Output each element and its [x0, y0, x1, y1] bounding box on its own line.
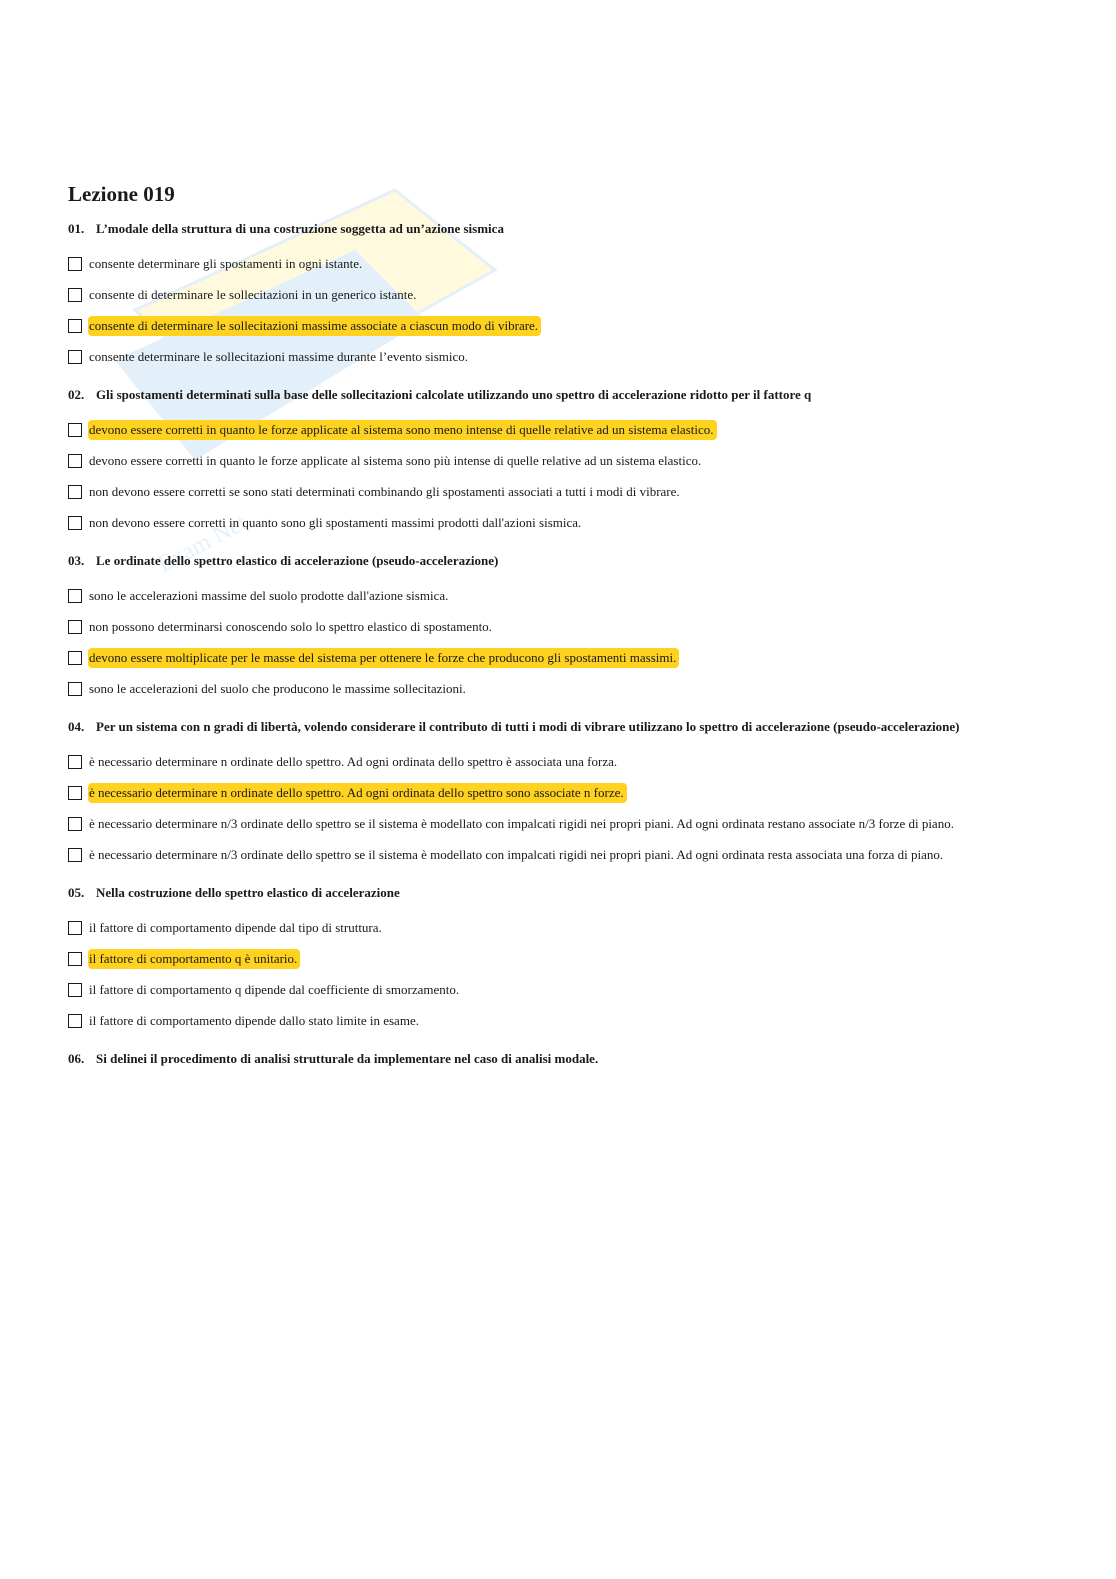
- highlighted-answer-text: il fattore di comportamento q è unitario.: [88, 949, 300, 969]
- answer-checkbox[interactable]: [68, 257, 82, 271]
- document-content: [68, 180, 1058, 1078]
- answer-checkbox[interactable]: [68, 848, 82, 862]
- answer-option[interactable]: [68, 445, 1058, 476]
- answer-text: consente determinare gli spostamenti in ogni istante.: [89, 255, 363, 271]
- answer-checkbox[interactable]: [68, 350, 82, 364]
- answer-text: è necessario determinare n/3 ordinate dello spettro se il sistema è modellato con impalcati rigidi nei propri piani. Ad ogni ordinata restano associate n/3 forze di piano.: [89, 815, 954, 831]
- answer-checkbox[interactable]: [68, 952, 82, 966]
- question-text: Per un sistema con n gradi di libertà, volendo considerare il contributo di tutti i modi di vibrare utilizzano lo spettro di accelerazione (pseudo-accelerazione): [96, 719, 960, 734]
- answer-option[interactable]: [68, 507, 1058, 538]
- question-title: [68, 1050, 1058, 1068]
- answer-checkbox[interactable]: [68, 516, 82, 530]
- question-spacer: [68, 704, 1058, 718]
- answer-text: non devono essere corretti in quanto sono gli spostamenti massimi prodotti dall'azioni sismica.: [89, 514, 582, 530]
- answer-option[interactable]: [68, 943, 1058, 974]
- answer-checkbox[interactable]: [68, 1014, 82, 1028]
- answer-option[interactable]: [68, 341, 1058, 372]
- question-text: L’modale della struttura di una costruzione soggetta ad un’azione sismica: [96, 221, 504, 236]
- answer-option[interactable]: [68, 912, 1058, 943]
- answer-option[interactable]: [68, 642, 1058, 673]
- answer-checkbox[interactable]: [68, 454, 82, 468]
- question-text: Le ordinate dello spettro elastico di accelerazione (pseudo-accelerazione): [96, 553, 499, 568]
- question-number: 04.: [68, 719, 85, 734]
- question-number: 02.: [68, 387, 85, 402]
- question-spacer: [68, 538, 1058, 552]
- question-spacer: [68, 870, 1058, 884]
- answer-checkbox[interactable]: [68, 921, 82, 935]
- answer-option[interactable]: [68, 673, 1058, 704]
- answer-option[interactable]: [68, 476, 1058, 507]
- question-title: [68, 884, 1058, 902]
- question-number: 03.: [68, 553, 85, 568]
- question-title: [68, 386, 1058, 404]
- answer-text: non devono essere corretti se sono stati determinati combinando gli spostamenti associati a tutti i modi di vibrare.: [89, 483, 680, 499]
- answer-checkbox[interactable]: [68, 755, 82, 769]
- question-2: [68, 386, 1058, 552]
- answer-text: il fattore di comportamento dipende dal tipo di struttura.: [89, 919, 382, 935]
- answer-text: il fattore di comportamento q dipende dal coefficiente di smorzamento.: [89, 981, 460, 997]
- highlighted-answer-text: è necessario determinare n ordinate dello spettro. Ad ogni ordinata dello spettro sono associate n forze.: [88, 783, 627, 803]
- question-text: Si delinei il procedimento di analisi strutturale da implementare nel caso di analisi modale.: [96, 1051, 599, 1066]
- question-number: 06.: [68, 1051, 85, 1066]
- answer-text: consente di determinare le sollecitazioni in un generico istante.: [89, 286, 417, 302]
- answer-checkbox[interactable]: [68, 817, 82, 831]
- highlighted-answer-text: devono essere corretti in quanto le forze applicate al sistema sono meno intense di quelle relative ad un sistema elastico.: [88, 420, 717, 440]
- answer-option[interactable]: [68, 974, 1058, 1005]
- answer-option[interactable]: [68, 777, 1058, 808]
- page-title: Lezione 019: [68, 182, 175, 206]
- answer-checkbox[interactable]: [68, 786, 82, 800]
- question-title: [68, 552, 1058, 570]
- answer-option[interactable]: [68, 310, 1058, 341]
- highlighted-answer-text: consente di determinare le sollecitazioni massime associate a ciascun modo di vibrare.: [88, 316, 541, 336]
- answer-text: sono le accelerazioni del suolo che producono le massime sollecitazioni.: [89, 680, 466, 696]
- watermark-text: Exam Net: [153, 509, 252, 579]
- answer-text: devono essere corretti in quanto le forze applicate al sistema sono più intense di quelle relative ad un sistema elastico.: [89, 452, 702, 468]
- answer-text: è necessario determinare n/3 ordinate dello spettro se il sistema è modellato con impalcati rigidi nei propri piani. Ad ogni ordinata resta associata una forza di piano.: [89, 846, 944, 862]
- answer-option[interactable]: [68, 808, 1058, 839]
- answer-text: è necessario determinare n ordinate dello spettro. Ad ogni ordinata dello spettro è associata una forza.: [89, 753, 618, 769]
- question-title: [68, 220, 1058, 238]
- question-list: [68, 220, 1058, 1068]
- question-6: [68, 1050, 1058, 1068]
- answer-text: non possono determinarsi conoscendo solo lo spettro elastico di spostamento.: [89, 618, 492, 634]
- question-number: 01.: [68, 221, 85, 236]
- answer-checkbox[interactable]: [68, 423, 82, 437]
- answer-text: sono le accelerazioni massime del suolo prodotte dall'azione sismica.: [89, 587, 449, 603]
- question-spacer: [68, 1036, 1058, 1050]
- answer-checkbox[interactable]: [68, 288, 82, 302]
- question-3: [68, 552, 1058, 718]
- answer-option[interactable]: [68, 414, 1058, 445]
- answer-checkbox[interactable]: [68, 589, 82, 603]
- question-spacer: [68, 372, 1058, 386]
- answer-checkbox[interactable]: [68, 983, 82, 997]
- answer-option[interactable]: [68, 839, 1058, 870]
- answer-option[interactable]: [68, 279, 1058, 310]
- answer-text: consente determinare le sollecitazioni massime durante l’evento sismico.: [89, 348, 469, 364]
- answer-option[interactable]: [68, 611, 1058, 642]
- question-text: Gli spostamenti determinati sulla base delle sollecitazioni calcolate utilizzando uno spettro di accelerazione ridotto per il fattore q: [96, 387, 812, 402]
- question-5: [68, 884, 1058, 1050]
- highlighted-answer-text: devono essere moltiplicate per le masse del sistema per ottenere le forze che producono gli spostamenti massimi.: [88, 648, 679, 668]
- answer-option[interactable]: [68, 580, 1058, 611]
- answer-checkbox[interactable]: [68, 620, 82, 634]
- answer-checkbox[interactable]: [68, 682, 82, 696]
- question-number: 05.: [68, 885, 85, 900]
- answer-checkbox[interactable]: [68, 319, 82, 333]
- question-title: [68, 718, 1058, 736]
- question-text: Nella costruzione dello spettro elastico di accelerazione: [96, 885, 400, 900]
- question-1: [68, 220, 1058, 386]
- answer-option[interactable]: [68, 248, 1058, 279]
- answer-option[interactable]: [68, 746, 1058, 777]
- answer-checkbox[interactable]: [68, 651, 82, 665]
- answer-option[interactable]: [68, 1005, 1058, 1036]
- answer-text: il fattore di comportamento dipende dallo stato limite in esame.: [89, 1012, 419, 1028]
- answer-checkbox[interactable]: [68, 485, 82, 499]
- question-4: [68, 718, 1058, 884]
